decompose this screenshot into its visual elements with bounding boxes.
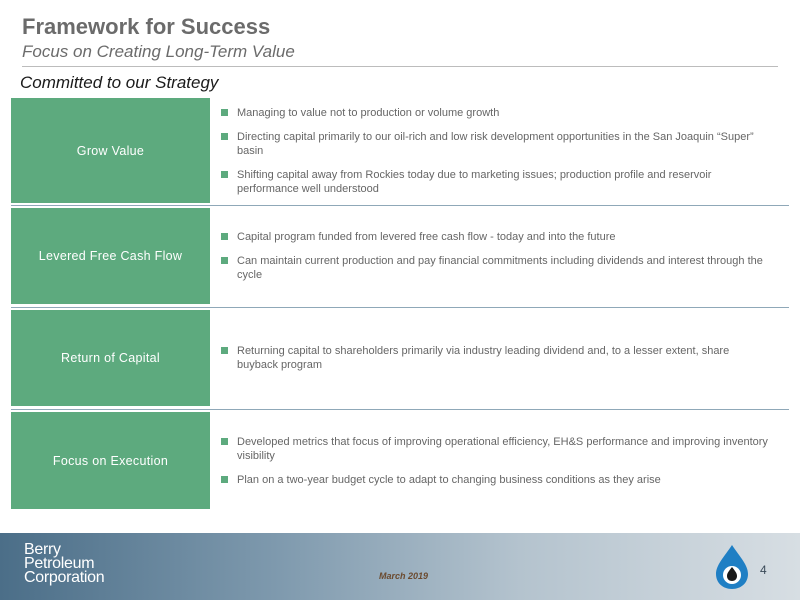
strategy-row-return-of-capital (11, 310, 789, 406)
page-title: Framework for Success (22, 14, 271, 39)
square-bullet-icon (221, 438, 228, 445)
square-bullet-icon (221, 347, 228, 354)
bullet-text: Can maintain current production and pay financial commitments including dividends and interest through the cycle (237, 255, 763, 281)
footer-date: March 2019 (379, 571, 429, 581)
bullet-list (221, 412, 769, 509)
company-name-line: Corporation (24, 569, 105, 586)
bullet-item (221, 130, 769, 158)
bullet-text: Shifting capital away from Rockies today due to marketing issues; production profile and reservoir performance well understood (237, 168, 712, 195)
row-divider (11, 205, 789, 206)
square-bullet-icon (221, 233, 228, 240)
berry-drop-logo-icon (712, 543, 752, 591)
strategy-label-levered-free-cash-flow: Levered Free Cash Flow (11, 208, 210, 304)
bullet-list (221, 98, 769, 203)
bullet-text: Capital program funded from levered free cash flow - today and into the future (237, 231, 616, 243)
row-divider (11, 409, 789, 410)
strategy-label-focus-on-execution: Focus on Execution (11, 412, 210, 509)
bullet-item (221, 435, 769, 463)
company-wordmark (24, 543, 104, 585)
strategy-label-return-of-capital: Return of Capital (11, 310, 210, 406)
square-bullet-icon (221, 257, 228, 264)
bullet-item (221, 106, 769, 120)
bullet-item (221, 473, 769, 487)
section-heading: Committed to our Strategy (20, 73, 219, 92)
footer-bar (0, 533, 800, 600)
page-number: 4 (760, 563, 767, 577)
bullet-text: Returning capital to shareholders primarily via industry leading dividend and, to a lesser extent, share buyback program (237, 345, 730, 371)
bullet-item (221, 230, 769, 244)
bullet-text: Plan on a two-year budget cycle to adapt to changing business conditions as they arise (237, 473, 661, 486)
square-bullet-icon (221, 133, 228, 140)
bullet-list (221, 310, 769, 406)
strategy-label-grow-value: Grow Value (11, 98, 210, 203)
bullet-text: Managing to value not to production or volume growth (237, 106, 500, 119)
company-name-line: Berry (24, 541, 61, 558)
square-bullet-icon (221, 171, 228, 178)
bullet-list (221, 208, 769, 304)
bullet-item (221, 344, 769, 372)
title-divider (22, 66, 778, 67)
company-name-line: Petroleum (24, 555, 95, 572)
bullet-item (221, 168, 769, 196)
strategy-row-levered-free-cash-flow (11, 208, 789, 304)
strategy-row-focus-on-execution (11, 412, 789, 509)
bullet-text: Developed metrics that focus of improving operational efficiency, EH&S performance and improving inventory visibility (237, 435, 768, 462)
bullet-text: Directing capital primarily to our oil-rich and low risk development opportunities in the San Joaquin “Super” basin (237, 130, 754, 157)
square-bullet-icon (221, 476, 228, 483)
row-divider (11, 307, 789, 308)
square-bullet-icon (221, 109, 228, 116)
page-subtitle: Focus on Creating Long-Term Value (22, 42, 295, 61)
strategy-row-grow-value (11, 98, 789, 203)
bullet-item (221, 254, 769, 282)
